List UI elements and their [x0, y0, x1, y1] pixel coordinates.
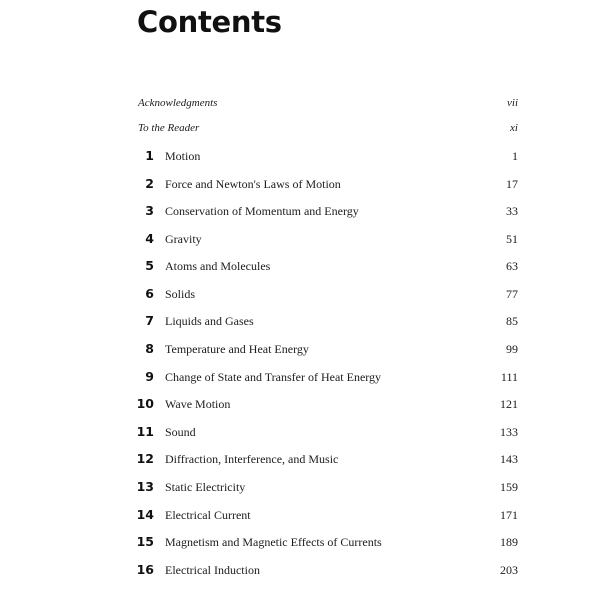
toc-page-number: xi	[510, 122, 518, 134]
toc-page-number: 121	[500, 397, 518, 411]
chapter-title: Liquids and Gases	[165, 314, 254, 328]
toc-entry-label: To the Reader	[138, 122, 200, 134]
chapter-number: 5	[145, 258, 154, 273]
toc-chapter-14[interactable]	[130, 505, 518, 525]
chapter-title: Conservation of Momentum and Energy	[165, 204, 359, 218]
chapter-number: 16	[136, 562, 154, 577]
toc-entry-label: Acknowledgments	[138, 97, 218, 109]
toc-chapter-13[interactable]	[130, 477, 518, 497]
chapter-title: Electrical Current	[165, 508, 251, 522]
toc-chapter-1[interactable]	[130, 146, 518, 166]
chapter-number: 9	[145, 369, 154, 384]
toc-page-number: 143	[500, 452, 518, 466]
chapter-title: Diffraction, Interference, and Music	[165, 452, 339, 466]
toc-page-number: vii	[507, 97, 518, 109]
chapter-title: Sound	[165, 425, 196, 439]
chapter-title: Electrical Induction	[165, 563, 260, 577]
toc-chapter-5[interactable]	[130, 256, 518, 276]
toc-page-number: 133	[500, 425, 518, 439]
toc-page-number: 33	[506, 204, 518, 218]
chapter-title: Force and Newton's Laws of Motion	[165, 177, 341, 191]
chapter-title: Atoms and Molecules	[165, 259, 271, 273]
toc-page-number: 63	[506, 259, 518, 273]
chapter-number: 15	[136, 534, 154, 549]
toc-page-number: 159	[500, 480, 518, 494]
chapter-title: Gravity	[165, 232, 202, 246]
toc-page-number: 1	[512, 149, 518, 163]
toc-chapter-16[interactable]	[130, 560, 518, 580]
toc-chapter-4[interactable]	[130, 229, 518, 249]
toc-page-number: 99	[506, 342, 518, 356]
chapter-number: 6	[145, 286, 154, 301]
toc-front-matter-acknowledgments[interactable]	[138, 93, 518, 113]
chapter-number: 7	[145, 313, 154, 328]
chapter-title: Temperature and Heat Energy	[165, 342, 309, 356]
chapter-number: 4	[145, 231, 154, 246]
chapter-title: Static Electricity	[165, 480, 246, 494]
chapter-title: Wave Motion	[165, 397, 231, 411]
page-title: Contents	[137, 5, 282, 39]
toc-chapter-7[interactable]	[130, 311, 518, 331]
toc-chapter-3[interactable]	[130, 201, 518, 221]
toc-chapter-12[interactable]	[130, 449, 518, 469]
toc-chapter-9[interactable]	[130, 367, 518, 387]
toc-chapter-8[interactable]	[130, 339, 518, 359]
toc-page-number: 171	[500, 508, 518, 522]
chapter-number: 2	[145, 176, 154, 191]
chapter-number: 3	[145, 203, 154, 218]
toc-front-matter-to-the-reader[interactable]	[138, 118, 518, 138]
toc-chapter-10[interactable]	[130, 394, 518, 414]
chapter-number: 1	[145, 148, 154, 163]
chapter-title: Magnetism and Magnetic Effects of Currents	[165, 535, 382, 549]
chapter-number: 10	[136, 396, 154, 411]
chapter-number: 13	[136, 479, 154, 494]
toc-page-number: 17	[506, 177, 518, 191]
toc-page-number: 203	[500, 563, 518, 577]
toc-chapter-6[interactable]	[130, 284, 518, 304]
toc-chapter-2[interactable]	[130, 174, 518, 194]
toc-chapter-11[interactable]	[130, 422, 518, 442]
toc-page-number: 51	[506, 232, 518, 246]
chapter-title: Motion	[165, 149, 201, 163]
toc-page-number: 189	[500, 535, 518, 549]
toc-page-number: 77	[506, 287, 518, 301]
chapter-number: 11	[136, 424, 154, 439]
toc-chapter-15[interactable]	[130, 532, 518, 552]
chapter-title: Solids	[165, 287, 196, 301]
toc-page-number: 111	[500, 370, 518, 384]
chapter-number: 8	[145, 341, 154, 356]
chapter-number: 14	[136, 507, 154, 522]
toc-page-number: 85	[506, 314, 518, 328]
chapter-number: 12	[136, 451, 154, 466]
chapter-title: Change of State and Transfer of Heat Energy	[165, 370, 382, 384]
